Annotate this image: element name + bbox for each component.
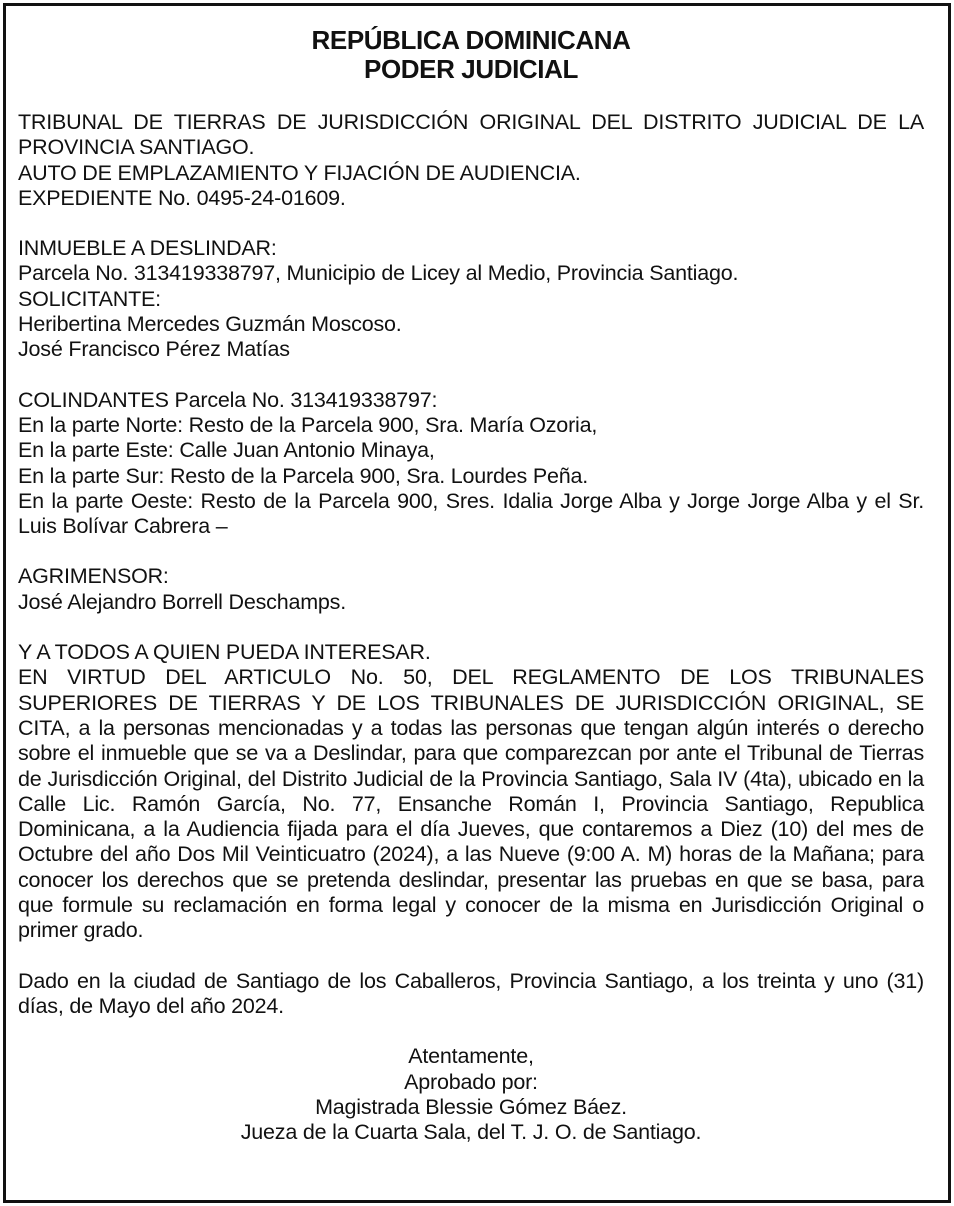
solicitante-label: SOLICITANTE: xyxy=(18,286,161,311)
inmueble-section xyxy=(18,236,924,362)
citacion-body: EN VIRTUD DEL ARTICULO No. 50, DEL REGLAMENTO DE LOS TRIBUNALES SUPERIORES DE TIERRAS Y DE LOS TRIBUNALES DE JURISDICCIÓN ORIGINAL, SE CITA, a la personas mencionadas y a todas las personas que tengan algún interés o derecho sobre el inmueble que se va a Deslindar, para que comparezcan por ante el Tribunal de Tierras de Jurisdicción Original, del Distrito Judicial de la Provincia Santiago, Sala IV (4ta), ubicado en la Calle Lic. Ramón García, No. 77, Ensanche Román I, Provincia Santiago, Republica Dominicana, a la Audiencia fijada para el día Jueves, que contaremos a Diez (10) del mes de Octubre del año Dos Mil Veinticuatro (2024), a las Nueve (9:00 A. M) horas de la Mañana; para conocer los derechos que se pretenda deslindar, presentar las pruebas en que se basa, para que formule su reclamación en forma legal y conocer de la misma en Jurisdicción Original o primer grado. xyxy=(18,665,924,943)
notice-header xyxy=(18,26,924,84)
colindante-este: En la parte Este: Calle Juan Antonio Minaya, xyxy=(18,438,435,463)
agrimensor-section xyxy=(18,564,924,615)
fecha-paragraph: Dado en la ciudad de Santiago de los Caballeros, Provincia Santiago, a los treinta y uno (31) días, de Mayo del año 2024. xyxy=(18,968,924,1018)
signature-block xyxy=(18,1044,924,1145)
expediente-number: EXPEDIENTE No. 0495-24-01609. xyxy=(18,185,346,210)
signature-approved: Aprobado por: xyxy=(404,1069,538,1094)
legal-notice xyxy=(18,26,924,1145)
signature-role: Jueza de la Cuarta Sala, del T. J. O. de Santiago. xyxy=(240,1120,702,1145)
signature-name: Magistrada Blessie Gómez Báez. xyxy=(315,1094,627,1119)
colindante-oeste: En la parte Oeste: Resto de la Parcela 900, Sres. Idalia Jorge Alba y Jorge Jorge Alba y el Sr. Luis Bolívar Cabrera – xyxy=(18,488,924,539)
intro-section xyxy=(18,110,924,211)
solicitante-name: José Francisco Pérez Matías xyxy=(18,337,290,362)
header-institution: PODER JUDICIAL xyxy=(364,54,578,84)
colindantes-label: COLINDANTES Parcela No. 313419338797: xyxy=(18,387,438,412)
citacion-section xyxy=(18,640,924,944)
inmueble-value: Parcela No. 313419338797, Municipio de Licey al Medio, Provincia Santiago. xyxy=(18,261,739,286)
header-country: REPÚBLICA DOMINICANA xyxy=(311,25,631,55)
tribunal-name: TRIBUNAL DE TIERRAS DE JURISDICCIÓN ORIGINAL DEL DISTRITO JUDICIAL DE LA PROVINCIA SANTIAGO. xyxy=(18,110,924,160)
colindante-norte: En la parte Norte: Resto de la Parcela 900, Sra. María Ozoria, xyxy=(18,412,598,437)
auto-title: AUTO DE EMPLAZAMIENTO Y FIJACIÓN DE AUDIENCIA. xyxy=(18,160,581,185)
agrimensor-name: José Alejandro Borrell Deschamps. xyxy=(18,589,347,614)
signature-greeting: Atentamente, xyxy=(408,1044,534,1069)
agrimensor-label: AGRIMENSOR: xyxy=(18,564,169,589)
colindante-sur: En la parte Sur: Resto de la Parcela 900, Sra. Lourdes Peña. xyxy=(18,463,589,488)
solicitante-name: Heribertina Mercedes Guzmán Moscoso. xyxy=(18,312,402,337)
citacion-intro: Y A TODOS A QUIEN PUEDA INTERESAR. xyxy=(18,640,431,665)
inmueble-label: INMUEBLE A DESLINDAR: xyxy=(18,236,277,261)
colindantes-section xyxy=(18,388,924,540)
